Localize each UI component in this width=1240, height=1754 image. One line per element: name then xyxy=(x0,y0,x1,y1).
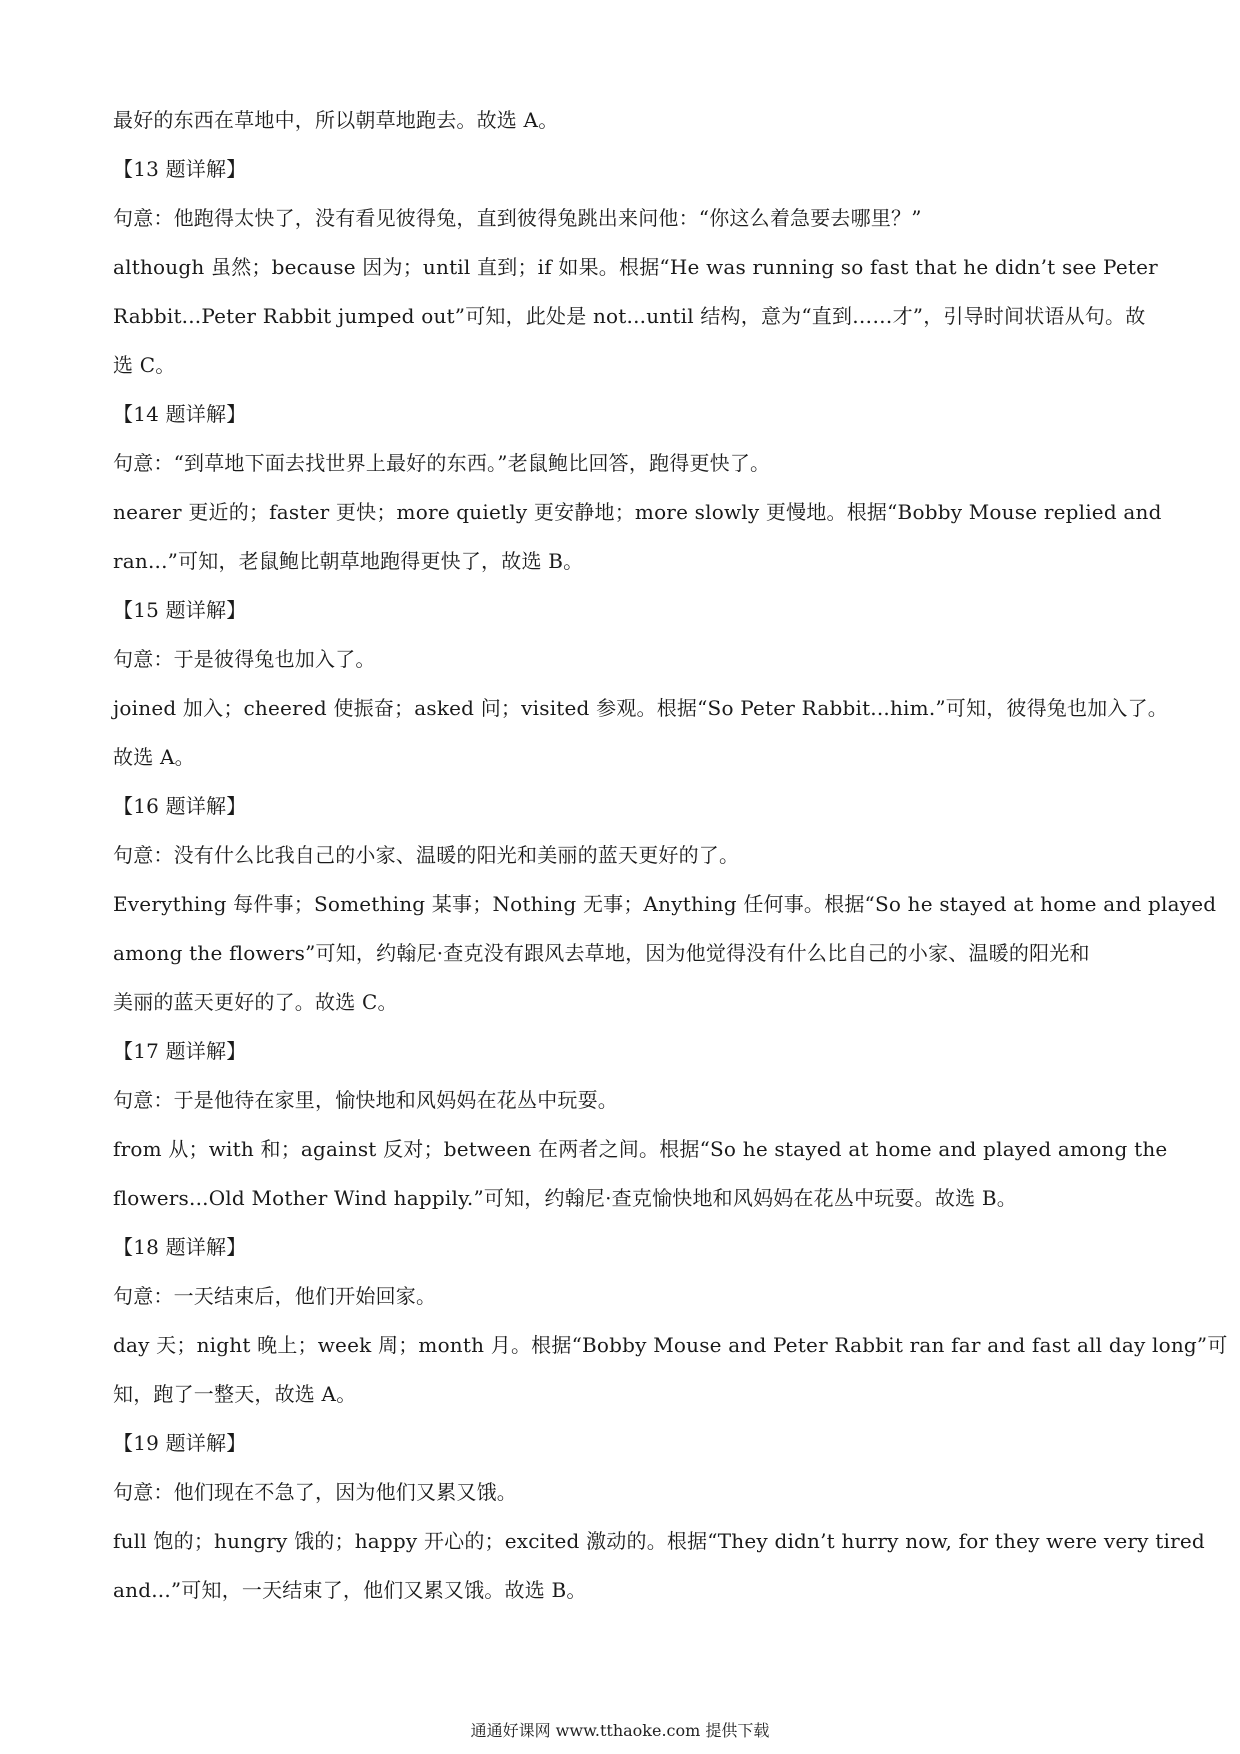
text-line: 句意：于是彼得兔也加入了。 xyxy=(113,647,376,671)
section-heading-13: 【13 题详解】 xyxy=(113,157,247,181)
text-line: among the flowers”可知，约翰尼·查克没有跟风去草地，因为他觉得没有什么比自己的小家、温暖的阳光和 xyxy=(113,941,1090,965)
text-line: 句意：于是他待在家里，愉快地和风妈妈在花丛中玩耍。 xyxy=(113,1088,618,1112)
text-line: 句意：他们现在不急了，因为他们又累又饿。 xyxy=(113,1480,517,1504)
text-line: day 天；night 晚上；week 周；month 月。根据“Bobby Mouse and Peter Rabbit ran far and fast all day long”可 xyxy=(113,1333,1228,1357)
text-line: 句意：他跑得太快了，没有看见彼得兔，直到彼得兔跳出来问他：“你这么着急要去哪里？” xyxy=(113,206,922,230)
document-body xyxy=(113,96,1228,1615)
text-line: 最好的东西在草地中，所以朝草地跑去。故选 A。 xyxy=(113,108,559,132)
section-heading-14: 【14 题详解】 xyxy=(113,402,247,426)
text-line: Rabbit...Peter Rabbit jumped out”可知，此处是 not...until 结构，意为“直到……才”，引导时间状语从句。故 xyxy=(113,304,1146,328)
section-heading-15: 【15 题详解】 xyxy=(113,598,247,622)
text-line: from 从；with 和；against 反对；between 在两者之间。根据“So he stayed at home and played among the xyxy=(113,1137,1168,1161)
text-line: and...”可知，一天结束了，他们又累又饿。故选 B。 xyxy=(113,1578,587,1602)
text-line: although 虽然；because 因为；until 直到；if 如果。根据“He was running so fast that he didn’t see Peter xyxy=(113,255,1158,279)
section-heading-17: 【17 题详解】 xyxy=(113,1039,247,1063)
text-line: 句意：没有什么比我自己的小家、温暖的阳光和美丽的蓝天更好的了。 xyxy=(113,843,740,867)
text-line: 美丽的蓝天更好的了。故选 C。 xyxy=(113,990,398,1014)
section-heading-19: 【19 题详解】 xyxy=(113,1431,247,1455)
text-line: joined 加入；cheered 使振奋；asked 问；visited 参观。根据“So Peter Rabbit...him.”可知，彼得兔也加入了。 xyxy=(113,696,1169,720)
text-line: 句意：一天结束后，他们开始回家。 xyxy=(113,1284,437,1308)
text-line: 知，跑了一整天，故选 A。 xyxy=(113,1382,357,1406)
page-footer: 通通好课网 www.tthaoke.com 提供下载 xyxy=(470,1721,770,1740)
text-line: flowers...Old Mother Wind happily.”可知，约翰尼·查克愉快地和风妈妈在花丛中玩耍。故选 B。 xyxy=(113,1186,1017,1210)
text-line: 句意：“到草地下面去找世界上最好的东西。”老鼠鲍比回答，跑得更快了。 xyxy=(113,451,771,475)
text-line: 选 C。 xyxy=(113,353,176,377)
section-heading-16: 【16 题详解】 xyxy=(113,794,247,818)
section-heading-18: 【18 题详解】 xyxy=(113,1235,247,1259)
text-line: Everything 每件事；Something 某事；Nothing 无事；Anything 任何事。根据“So he stayed at home and played xyxy=(113,892,1217,916)
text-line: full 饱的；hungry 饿的；happy 开心的；excited 激动的。根据“They didn’t hurry now, for they were very tired xyxy=(113,1529,1205,1553)
text-line: 故选 A。 xyxy=(113,745,195,769)
text-line: ran...”可知，老鼠鲍比朝草地跑得更快了，故选 B。 xyxy=(113,549,584,573)
text-line: nearer 更近的；faster 更快；more quietly 更安静地；more slowly 更慢地。根据“Bobby Mouse replied and xyxy=(113,500,1162,524)
